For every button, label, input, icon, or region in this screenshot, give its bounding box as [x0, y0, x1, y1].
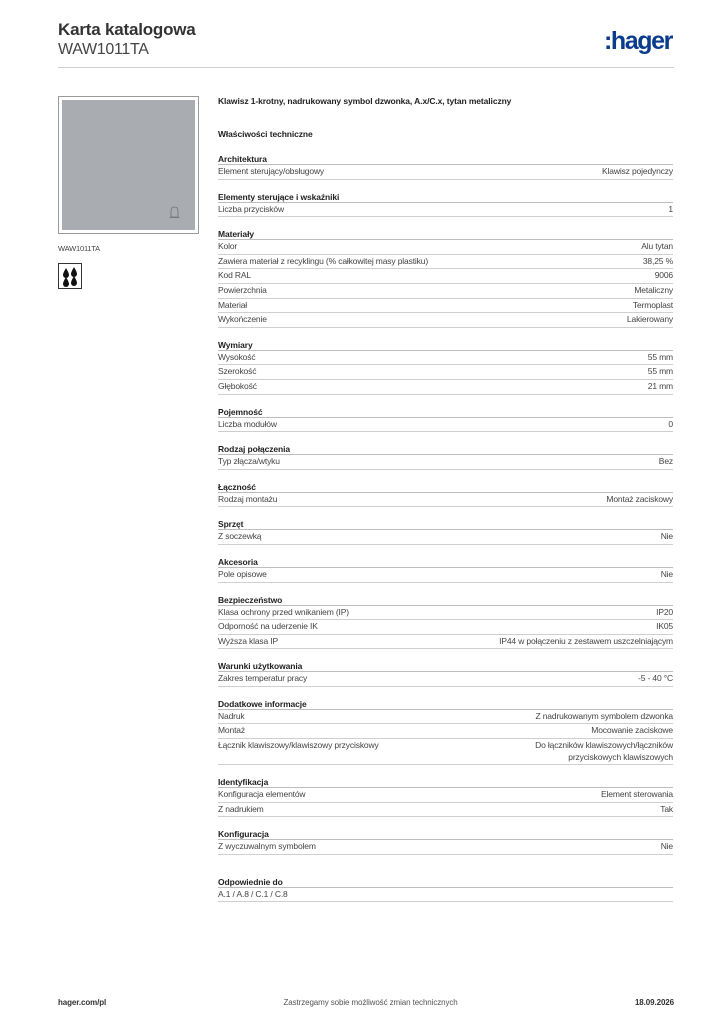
- spec-value: Bez: [658, 456, 673, 467]
- spec-section: [218, 443, 673, 470]
- spec-label: Łącznik klawiszowy/klawiszowy przyciskowy: [218, 740, 379, 751]
- spec-label: Odporność na uderzenie IK: [218, 621, 318, 632]
- section-title: Akcesoria: [218, 556, 673, 568]
- spec-value: Nie: [660, 568, 673, 579]
- spec-label: Liczba modułów: [218, 418, 277, 429]
- footer-website[interactable]: hager.com/pl: [58, 998, 107, 1007]
- spec-value: Nie: [660, 531, 673, 542]
- spec-row: [218, 418, 673, 433]
- spec-label: Z wyczuwalnym symbolem: [218, 841, 316, 852]
- spec-value: IP44 w połączeniu z zestawem uszczelniającym: [499, 635, 673, 646]
- spec-label: Konfiguracja elementów: [218, 789, 306, 800]
- spec-value: -5 - 40 °C: [638, 673, 673, 684]
- spec-label: Element sterujący/obsługowy: [218, 166, 325, 176]
- section-title: Materiały: [218, 228, 673, 240]
- spec-label: Głębokość: [218, 380, 257, 391]
- spec-row: [218, 620, 673, 635]
- section-title: Architektura: [218, 153, 673, 165]
- spec-row: [218, 313, 673, 328]
- spec-label: Powierzchnia: [218, 284, 267, 295]
- spec-value: Z nadrukowanym symbolem dzwonka: [535, 710, 673, 721]
- section-title: Sprzęt: [218, 518, 673, 530]
- spec-value: Do łączników klawiszowych/łączników przyciskowych klawiszowych: [535, 740, 673, 762]
- section-title: Konfiguracja: [218, 828, 673, 840]
- spec-row: [218, 724, 673, 739]
- footer-date: 18.09.2026: [634, 998, 674, 1007]
- spec-value: Nie: [660, 841, 673, 852]
- spec-value: Montaż zaciskowy: [606, 493, 673, 504]
- spec-section: [218, 481, 673, 508]
- section-title: Identyfikacja: [218, 776, 673, 788]
- product-description: Klawisz 1-krotny, nadrukowany symbol dzwonka, A.x/C.x, tytan metaliczny: [218, 96, 512, 106]
- spec-value: IK05: [656, 621, 673, 632]
- spec-label: Wykończenie: [218, 314, 267, 325]
- spec-row: [218, 739, 673, 765]
- spec-value: IP20: [656, 606, 673, 617]
- section-title: Bezpieczeństwo: [218, 594, 673, 606]
- spec-row: [218, 240, 673, 255]
- spec-row: [218, 840, 673, 855]
- spec-label: Szerokość: [218, 366, 257, 377]
- section-title: Warunki użytkowania: [218, 660, 673, 672]
- spec-value: Metaliczny: [634, 284, 673, 295]
- spec-label: Klasa ochrony przed wnikaniem (IP): [218, 606, 349, 617]
- spec-value: Klawisz pojedynczy: [602, 166, 673, 176]
- spec-label: Z nadrukiem: [218, 803, 264, 814]
- spec-section: [218, 228, 673, 328]
- spec-label: Zakres temperatur pracy: [218, 673, 308, 684]
- section-title: Łączność: [218, 481, 673, 493]
- spec-section: [218, 776, 673, 817]
- spec-row: [218, 380, 673, 395]
- spec-label: Pole opisowe: [218, 568, 267, 579]
- spec-row: [218, 455, 673, 470]
- document-title: Karta katalogowa: [58, 20, 196, 39]
- section-title: Odpowiednie do: [218, 876, 673, 888]
- spec-row: [218, 365, 673, 380]
- spec-row: [218, 606, 673, 621]
- spec-row: [218, 255, 673, 270]
- spec-value: Termoplast: [632, 299, 673, 310]
- page-header: [58, 20, 674, 68]
- spec-row: [218, 299, 673, 314]
- spec-label: Typ złącza/wtyku: [218, 456, 280, 467]
- spec-section: [218, 339, 673, 395]
- spec-value: A.1 / A.8 / C.1 / C.8: [218, 888, 288, 899]
- spec-row: [218, 672, 673, 687]
- spec-value: Tak: [660, 803, 673, 814]
- push-button-face: [62, 100, 195, 230]
- product-details: [218, 96, 673, 913]
- spec-section: [218, 153, 673, 180]
- spec-value: Mocowanie zaciskowe: [591, 725, 673, 736]
- section-title: Wymiary: [218, 339, 673, 351]
- spec-label: Materiał: [218, 299, 248, 310]
- spec-label: Wyższa klasa IP: [218, 635, 279, 646]
- spec-label: Wysokość: [218, 351, 256, 362]
- spec-row: [218, 568, 673, 583]
- product-image: [58, 96, 199, 234]
- spec-row: [218, 203, 673, 218]
- spec-section: [218, 594, 673, 650]
- section-title: Rodzaj połączenia: [218, 443, 673, 455]
- spec-section: [218, 556, 673, 583]
- compatible-section: [218, 876, 673, 903]
- spec-row: [218, 888, 673, 903]
- spec-value: 9006: [654, 270, 673, 281]
- document-product-code: WAW1011TA: [58, 41, 149, 58]
- spec-row: [218, 710, 673, 725]
- spec-label: Nadruk: [218, 710, 245, 721]
- spec-row: [218, 269, 673, 284]
- spec-value: Alu tytan: [641, 241, 673, 252]
- spec-section: [218, 191, 673, 218]
- spec-value: 1: [668, 203, 673, 214]
- spec-row: [218, 530, 673, 545]
- spec-label: Kolor: [218, 241, 238, 252]
- spec-row: [218, 351, 673, 366]
- spec-label: Zawiera materiał z recyklingu (% całkowitej masy plastiku): [218, 255, 429, 266]
- product-image-column: [58, 96, 202, 289]
- section-title: Elementy sterujące i wskaźniki: [218, 191, 673, 203]
- bell-icon: [168, 205, 181, 221]
- image-caption-code: WAW1011TA: [58, 244, 100, 253]
- spec-label: Z soczewką: [218, 531, 262, 542]
- spec-section: [218, 698, 673, 765]
- spec-value: Lakierowany: [626, 314, 673, 325]
- spec-row: [218, 788, 673, 803]
- spec-row: [218, 284, 673, 299]
- spec-value: Element sterowania: [601, 789, 673, 800]
- spec-value: 55 mm: [647, 351, 673, 362]
- spec-section: [218, 518, 673, 545]
- spec-value: 38,25 %: [642, 255, 673, 266]
- spec-row: [218, 165, 673, 180]
- spec-label: Montaż: [218, 725, 245, 736]
- spec-section: [218, 828, 673, 855]
- spec-label: Liczba przycisków: [218, 203, 284, 214]
- spec-row: [218, 803, 673, 818]
- spec-label: Rodzaj montażu: [218, 493, 278, 504]
- page-footer: [58, 998, 674, 1007]
- spec-value: 21 mm: [647, 380, 673, 391]
- water-drops-icon: [58, 263, 82, 289]
- spec-row: [218, 493, 673, 508]
- spec-value: 0: [668, 418, 673, 429]
- section-title: Pojemność: [218, 406, 673, 418]
- spec-row: [218, 635, 673, 650]
- spec-label: Kod RAL: [218, 270, 251, 281]
- technical-properties-heading: Właściwości techniczne: [218, 129, 313, 139]
- spec-section: [218, 660, 673, 687]
- spec-sections: [218, 153, 673, 855]
- hager-logo: :hager: [603, 27, 672, 55]
- footer-notice: Zastrzegamy sobie możliwość zmian technicznych: [283, 998, 458, 1007]
- spec-value: 55 mm: [647, 366, 673, 377]
- section-title: Dodatkowe informacje: [218, 698, 673, 710]
- spec-section: [218, 406, 673, 433]
